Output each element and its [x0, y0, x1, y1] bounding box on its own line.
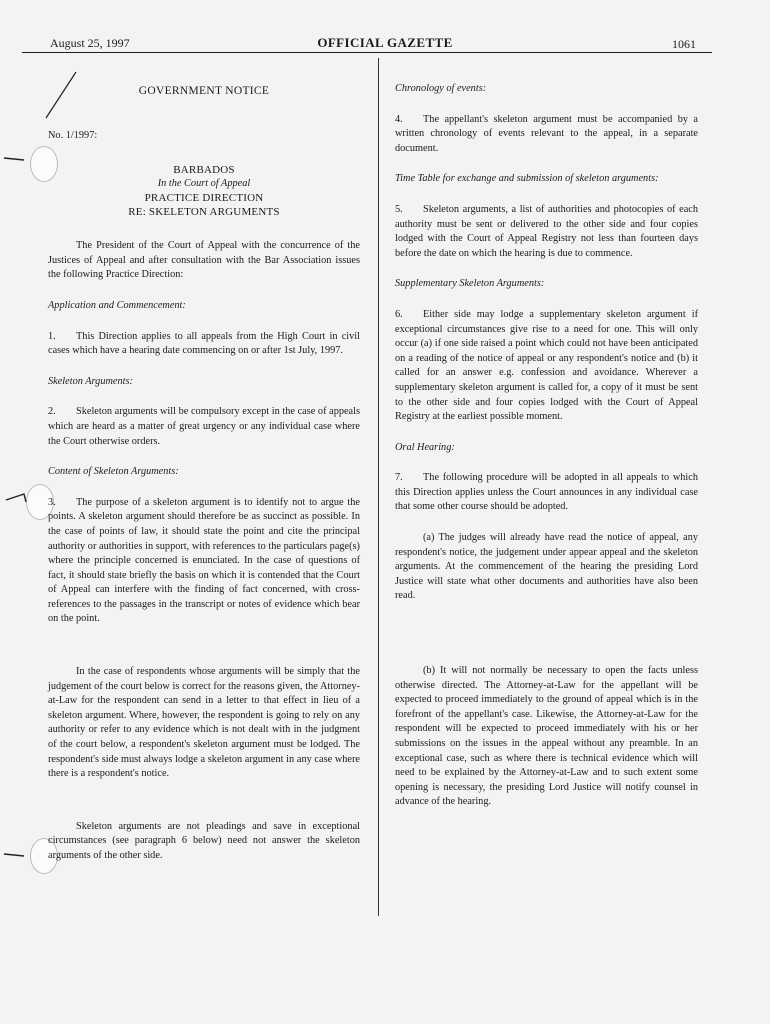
- re-heading: RE: SKELETON ARGUMENTS: [128, 206, 280, 219]
- paragraph-7-text: The following procedure will be adopted in all appeals to which this Direction applies unless the Court announces in any individual case that some other course should be adopted.: [395, 472, 698, 513]
- heading-content: Content of Skeleton Arguments:: [48, 466, 179, 478]
- header-page-number: 1061: [672, 37, 696, 51]
- paragraph-1-number: 1.: [48, 330, 56, 342]
- paragraph-7-number: 7.: [395, 472, 403, 484]
- right-column: [395, 80, 698, 826]
- paragraph-5-number: 5.: [395, 203, 403, 215]
- paragraph-4-number: 4.: [395, 113, 403, 125]
- paragraph-5: [395, 203, 698, 261]
- heading-skeleton-arguments: Skeleton Arguments:: [48, 375, 133, 387]
- notice-title: GOVERNMENT NOTICE: [138, 85, 270, 97]
- paragraph-7a: (a) The judges will already have read the notice of appeal, any respondent's notice, the judgement under appear appeal and the skeleton arguments. At the commencement of the hearing the presiding Lord Justice will state what other documents and authorities have also been read.: [395, 532, 698, 602]
- heading-application: Application and Commencement:: [48, 299, 186, 311]
- heading-supplementary: Supplementary Skeleton Arguments:: [395, 278, 545, 290]
- country-heading: BARBADOS: [173, 164, 235, 177]
- paragraph-2: [48, 405, 360, 449]
- paragraph-7: [395, 471, 698, 515]
- direction-heading: PRACTICE DIRECTION: [144, 192, 264, 205]
- heading-chronology: Chronology of events:: [395, 83, 487, 94]
- paragraph-6-number: 6.: [395, 308, 403, 320]
- paragraph-5-text: Skeleton arguments, a list of authorities and photocopies of each authority must be sent or delivered to the other side and four copies lodged with the Court of Appeal Registry not less than fourteen days before the date on which the hearing is due to commence.: [395, 203, 698, 259]
- court-heading: In the Court of Appeal: [157, 178, 251, 190]
- column-divider: [378, 58, 379, 916]
- paragraph-2-text: Skeleton arguments will be compulsory except in the case of appeals which are heard as a matter of great urgency or any individual case where the Court otherwise orders.: [48, 406, 360, 447]
- paragraph-3-text: The purpose of a skeleton argument is to identify not to argue the points. A skeleton argument should therefore be as succinct as possible. In the case of points of law, it should state the point and cite the principal authority or authorities in support, with references to the particulars page(s) where the principle concerned is enunciated. In the case of questions of fact, it should state briefly the basis on which it is contended that the Court of Appeal can interfere with the finding of fact concerned, with cross-references to the passages in the transcript or notes of evidence which bear on the point.: [48, 496, 360, 625]
- paragraph-4-text: The appellant's skeleton argument must be accompanied by a written chronology of events relevant to the appeal, in a separate document.: [395, 113, 698, 154]
- paragraph-6: [395, 308, 698, 425]
- heading-timetable: Time Table for exchange and submission of skeleton arguments:: [395, 173, 659, 185]
- header-date: August 25, 1997: [50, 36, 130, 50]
- left-column: [48, 80, 360, 880]
- paragraph-3: [48, 496, 360, 627]
- paragraph-3-number: 3.: [48, 496, 56, 508]
- paragraph-1-text: This Direction applies to all appeals from the High Court in civil cases which have a hearing date commencing on or after 1st July, 1997.: [48, 330, 360, 357]
- pen-mark-left-tick: [2, 150, 28, 166]
- header-title: OFFICIAL GAZETTE: [317, 35, 453, 50]
- pen-mark-bottom: [2, 844, 28, 864]
- paragraph-1: [48, 330, 360, 359]
- paragraph-4: [395, 113, 698, 157]
- paragraph-7b: (b) It will not normally be necessary to open the facts unless otherwise directed. The Attorney-at-Law for the appellant will be expected to proceed immediately to the ground of appeal which is in the forefront of the appellant's case. Likewise, the Attorney-at-Law for the respondent will be expected to proceed immediately with his or her submissions on the issues in the appeal without any preamble. In an exceptional case, such as where there is technical evidence which will need to be explained by the Attorney-at-Law and to such extent some opening is necessary, the presiding Lord Justice will notify counsel in advance of the hearing.: [395, 665, 698, 808]
- header-rule: [22, 52, 712, 53]
- intro-paragraph: The President of the Court of Appeal with the concurrence of the Justices of Appeal and after consultation with the Bar Association issues the following Practice Direction:: [48, 240, 360, 281]
- paragraph-respondents: In the case of respondents whose arguments will be simply that the judgement of the court below is correct for the reasons given, the Attorney-at-Law for the respondent can send in a letter to that effect in lieu of a skeleton argument. Where, however, the respondent is going to rely on any authority or refer to any evidence which is not dealt with in the judgment of the court below, a respondent's skeleton argument must be lodged. The respondent's side must always lodge a skeleton argument in any case where there is a respondent's notice.: [48, 666, 360, 780]
- heading-oral-hearing: Oral Hearing:: [395, 441, 455, 453]
- paragraph-pleadings: Skeleton arguments are not pleadings and save in exceptional circumstances (see paragraph 6 below) need not answer the skeleton arguments of the other side.: [48, 820, 360, 861]
- pen-mark-middle: [4, 488, 30, 508]
- notice-number: No. 1/1997:: [48, 129, 98, 141]
- paragraph-2-number: 2.: [48, 406, 56, 418]
- paragraph-6-text: Either side may lodge a supplementary skeleton argument if exceptional circumstances give rise to a need for one. This will only occur (a) if one side raised a point which could not have been anticipated on a reading of the notice of appeal or any respondent's notice and (b) it called for an answer e.g. confession and avoidance. Wherever a supplementary skeleton argument is called for, a copy of it must be sent to the other side and four copies lodged with the Court of Appeal Registry at the earliest possible moment.: [395, 308, 698, 423]
